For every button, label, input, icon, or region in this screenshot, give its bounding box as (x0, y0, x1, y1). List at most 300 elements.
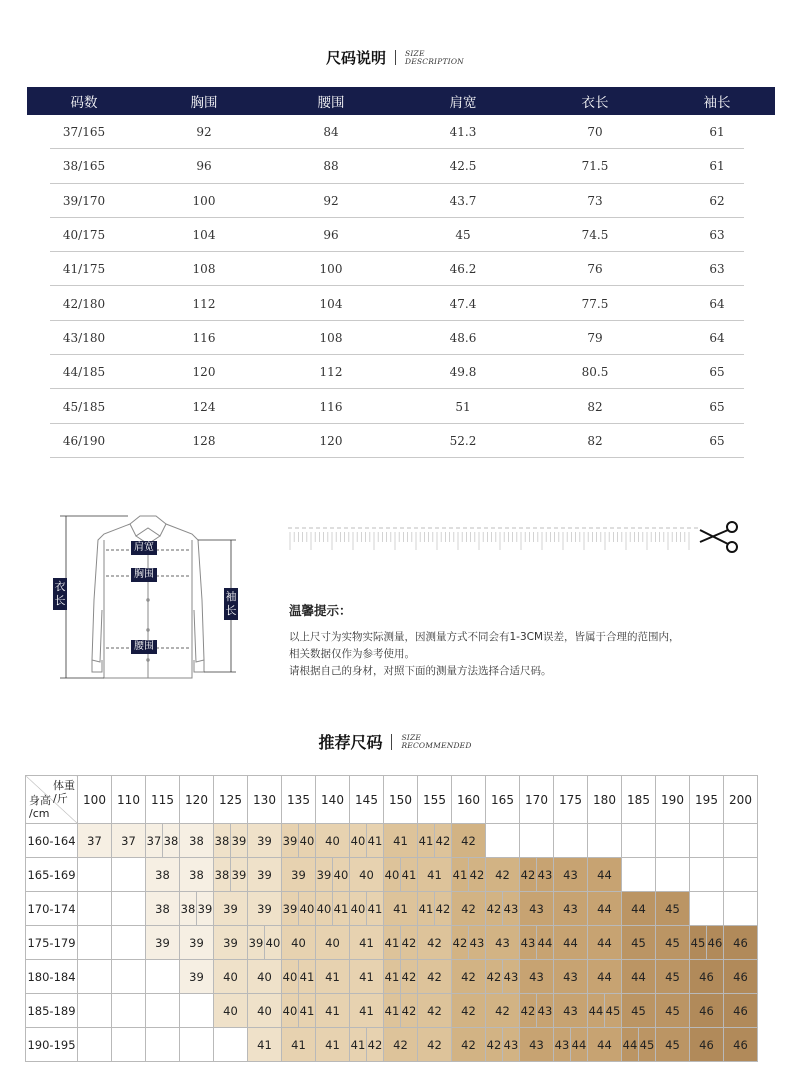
header-size: 码数 (70, 95, 98, 111)
size-cell (520, 994, 554, 1028)
size-value: 40 (298, 892, 315, 925)
size-cell (418, 892, 452, 926)
size-cell: 37 (78, 824, 112, 858)
size-cell (282, 824, 316, 858)
table-cell: 41/175 (62, 262, 106, 277)
split-size-cell (520, 858, 553, 891)
size-cell (316, 892, 350, 926)
size-cell (214, 858, 248, 892)
size-value: 39 (230, 858, 247, 891)
size-table-body (27, 115, 775, 458)
table-row (27, 355, 775, 389)
table-cell: 62 (709, 193, 725, 208)
size-cell (554, 824, 588, 858)
size-cell (384, 994, 418, 1028)
split-size-cell (418, 824, 451, 857)
size-cell: 44 (554, 926, 588, 960)
split-size-cell (486, 960, 519, 993)
split-size-cell (282, 960, 315, 993)
split-size-cell (350, 1028, 383, 1061)
size-value: 40 (332, 858, 349, 891)
size-cell (350, 892, 384, 926)
weight-axis-label: 体重 /斤 (53, 779, 75, 805)
table-cell: 63 (709, 228, 725, 243)
size-cell: 42 (384, 1028, 418, 1062)
table-cell: 70 (587, 125, 603, 140)
table-row (27, 389, 775, 423)
size-cell (520, 824, 554, 858)
split-size-cell (452, 858, 485, 891)
size-cell (554, 1028, 588, 1062)
size-cell: 43 (554, 858, 588, 892)
height-header: 160-164 (26, 824, 78, 858)
size-value: 37 (146, 833, 162, 848)
size-cell: 38 (146, 858, 180, 892)
size-cell (622, 1028, 656, 1062)
size-cell (112, 926, 146, 960)
size-cell: 45 (656, 994, 690, 1028)
table-cell: 37/165 (62, 125, 106, 140)
size-cell: 45 (656, 926, 690, 960)
size-cell (486, 892, 520, 926)
size-value: 41 (298, 994, 315, 1027)
size-cell: 43 (554, 994, 588, 1028)
size-cell (656, 824, 690, 858)
size-cell: 43 (554, 960, 588, 994)
size-cell (384, 858, 418, 892)
split-size-cell (622, 1028, 655, 1061)
split-size-cell (214, 858, 247, 891)
header-waist: 腰围 (317, 95, 345, 111)
size-cell: 45 (656, 892, 690, 926)
size-cell: 41 (316, 960, 350, 994)
table-cell: 71.5 (581, 159, 609, 174)
size-cell: 42 (452, 892, 486, 926)
table-cell: 51 (455, 399, 471, 414)
weight-header: 200 (724, 776, 758, 824)
grid-row (26, 824, 758, 858)
split-size-cell (452, 926, 485, 959)
size-cell (452, 858, 486, 892)
table-cell: 92 (323, 193, 339, 208)
table-cell: 104 (192, 228, 216, 243)
weight-header: 170 (520, 776, 554, 824)
table-cell: 84 (323, 125, 339, 140)
size-cell (112, 994, 146, 1028)
size-cell (146, 824, 180, 858)
size-cell (724, 892, 758, 926)
size-cell (112, 892, 146, 926)
table-cell: 45 (455, 228, 471, 243)
size-cell (112, 960, 146, 994)
size-cell (486, 1028, 520, 1062)
size-value: 43 (536, 858, 553, 891)
table-cell: 63 (709, 262, 725, 277)
weight-header: 135 (282, 776, 316, 824)
size-cell: 46 (690, 1028, 724, 1062)
height-header: 175-179 (26, 926, 78, 960)
size-value: 39 (282, 901, 298, 916)
size-cell: 40 (316, 926, 350, 960)
size-value: 43 (554, 1037, 570, 1052)
size-cell (452, 926, 486, 960)
size-value: 39 (248, 935, 264, 950)
table-cell: 128 (192, 433, 216, 448)
size-cell: 39 (146, 926, 180, 960)
grid-row (26, 1028, 758, 1062)
size-cell: 41 (350, 994, 384, 1028)
size-value: 44 (570, 1028, 587, 1061)
size-cell (656, 858, 690, 892)
size-table (27, 87, 775, 458)
table-cell: 116 (319, 399, 343, 414)
size-value: 41 (418, 901, 434, 916)
size-cell (690, 926, 724, 960)
weight-header: 110 (112, 776, 146, 824)
split-size-cell (316, 892, 349, 925)
size-cell (622, 858, 656, 892)
size-cell: 46 (724, 926, 758, 960)
size-value: 41 (400, 858, 417, 891)
split-size-cell (282, 824, 315, 857)
chest-label: 胸围 (131, 568, 157, 582)
weight-header: 180 (588, 776, 622, 824)
table-cell: 42/180 (62, 296, 106, 311)
size-value: 45 (690, 935, 706, 950)
split-size-cell (588, 994, 621, 1027)
grid-row (26, 892, 758, 926)
size-cell: 40 (248, 960, 282, 994)
size-cell: 42 (486, 858, 520, 892)
table-row (27, 286, 775, 320)
tips-block (289, 601, 749, 680)
table-cell: 61 (709, 159, 725, 174)
size-value: 42 (400, 994, 417, 1027)
size-cell: 45 (656, 960, 690, 994)
table-cell: 120 (192, 365, 216, 380)
table-cell: 79 (587, 330, 603, 345)
table-cell: 77.5 (581, 296, 609, 311)
split-size-cell (418, 892, 451, 925)
size-cell (350, 1028, 384, 1062)
size-value: 43 (468, 926, 485, 959)
size-cell: 44 (588, 892, 622, 926)
split-size-cell (180, 892, 213, 925)
title-divider (391, 734, 392, 750)
recommend-title-cn: 推荐尺码 (318, 733, 383, 752)
title-divider (395, 50, 396, 65)
size-value: 42 (520, 1003, 536, 1018)
size-cell: 46 (690, 960, 724, 994)
size-cell (690, 892, 724, 926)
size-value: 41 (332, 892, 349, 925)
size-value: 42 (366, 1028, 383, 1061)
size-value: 39 (316, 867, 332, 882)
size-cell: 40 (350, 858, 384, 892)
size-cell (146, 960, 180, 994)
split-size-cell (384, 858, 417, 891)
size-cell (112, 1028, 146, 1062)
size-cell (724, 858, 758, 892)
split-size-cell (350, 824, 383, 857)
table-cell: 112 (192, 296, 216, 311)
size-cell: 45 (622, 926, 656, 960)
size-value: 44 (536, 926, 553, 959)
table-cell: 46.2 (449, 262, 477, 277)
table-cell: 38/165 (62, 159, 106, 174)
table-cell: 120 (319, 433, 343, 448)
size-value: 42 (486, 901, 502, 916)
size-cell (486, 960, 520, 994)
table-cell: 42.5 (449, 159, 477, 174)
height-header: 190-195 (26, 1028, 78, 1062)
size-cell (384, 926, 418, 960)
header-sleeve: 袖长 (703, 95, 731, 111)
size-cell: 38 (180, 858, 214, 892)
table-cell: 108 (319, 330, 343, 345)
size-value: 42 (400, 960, 417, 993)
size-cell: 44 (622, 892, 656, 926)
size-value: 38 (214, 833, 230, 848)
size-cell: 41 (418, 858, 452, 892)
split-size-cell (282, 994, 315, 1027)
size-cell (282, 892, 316, 926)
size-value: 44 (622, 1037, 638, 1052)
tips-line-2: 相关数据仅作为参考使用。 (289, 648, 415, 660)
size-value: 42 (520, 867, 536, 882)
weight-header: 190 (656, 776, 690, 824)
table-row (27, 115, 775, 149)
size-cell: 44 (588, 926, 622, 960)
height-header: 170-174 (26, 892, 78, 926)
size-cell: 43 (486, 926, 520, 960)
table-cell: 96 (196, 159, 212, 174)
size-value: 42 (434, 824, 451, 857)
weight-header: 120 (180, 776, 214, 824)
size-cell (486, 824, 520, 858)
table-row (27, 424, 775, 458)
weight-header: 160 (452, 776, 486, 824)
size-value: 42 (434, 892, 451, 925)
table-cell: 47.4 (449, 296, 477, 311)
weight-header: 195 (690, 776, 724, 824)
size-cell (214, 1028, 248, 1062)
size-cell (180, 1028, 214, 1062)
sleeve-label: 袖 长 (224, 588, 238, 620)
size-cell (418, 824, 452, 858)
table-cell: 61 (709, 125, 725, 140)
size-cell (146, 994, 180, 1028)
size-cell: 41 (350, 960, 384, 994)
size-cell: 43 (520, 892, 554, 926)
size-cell: 43 (554, 892, 588, 926)
size-value: 39 (282, 833, 298, 848)
size-table-header (27, 87, 775, 115)
size-value: 40 (316, 901, 332, 916)
table-row (27, 252, 775, 286)
shoulder-label: 肩宽 (131, 541, 157, 555)
size-cell: 41 (350, 926, 384, 960)
size-value: 43 (536, 994, 553, 1027)
size-value: 44 (588, 1003, 604, 1018)
size-cell: 44 (588, 858, 622, 892)
table-cell: 100 (319, 262, 343, 277)
table-cell: 65 (709, 365, 725, 380)
size-value: 41 (418, 833, 434, 848)
table-row (27, 184, 775, 218)
table-cell: 116 (192, 330, 216, 345)
shirt-measurement-diagram (48, 510, 248, 685)
table-cell: 45/185 (62, 399, 106, 414)
measuring-tape-graphic (288, 520, 748, 556)
size-cell: 39 (248, 892, 282, 926)
table-row (27, 218, 775, 252)
size-value: 43 (502, 960, 519, 993)
size-cell: 46 (724, 960, 758, 994)
table-cell: 48.6 (449, 330, 477, 345)
table-cell: 43/180 (62, 330, 106, 345)
size-value: 38 (180, 901, 196, 916)
size-cell (282, 994, 316, 1028)
table-cell: 49.8 (449, 365, 477, 380)
weight-header: 145 (350, 776, 384, 824)
weight-header: 140 (316, 776, 350, 824)
size-cell: 41 (384, 824, 418, 858)
table-cell: 108 (192, 262, 216, 277)
size-value: 38 (214, 867, 230, 882)
size-cell: 41 (316, 1028, 350, 1062)
length-label: 衣 长 (53, 578, 67, 610)
table-cell: 80.5 (581, 365, 609, 380)
grid-header-row (26, 776, 758, 824)
size-cell (316, 858, 350, 892)
split-size-cell (248, 926, 281, 959)
size-value: 42 (486, 969, 502, 984)
size-value: 41 (298, 960, 315, 993)
size-cell: 42 (486, 994, 520, 1028)
size-cell: 43 (520, 1028, 554, 1062)
size-cell (78, 960, 112, 994)
size-cell: 37 (112, 824, 146, 858)
table-cell: 104 (319, 296, 343, 311)
size-cell: 43 (520, 960, 554, 994)
table-cell: 82 (587, 399, 603, 414)
size-cell (282, 960, 316, 994)
table-cell: 112 (319, 365, 343, 380)
table-cell: 88 (323, 159, 339, 174)
size-cell: 39 (180, 960, 214, 994)
split-size-cell (282, 892, 315, 925)
size-cell: 39 (248, 824, 282, 858)
header-shoulder: 肩宽 (449, 95, 477, 111)
size-recommendation-grid (25, 775, 758, 1062)
size-cell: 42 (452, 824, 486, 858)
size-cell: 40 (316, 824, 350, 858)
size-cell (588, 824, 622, 858)
size-cell (112, 858, 146, 892)
size-value: 43 (502, 892, 519, 925)
size-value: 42 (486, 1037, 502, 1052)
size-value: 40 (350, 901, 366, 916)
height-header: 180-184 (26, 960, 78, 994)
size-value: 42 (468, 858, 485, 891)
height-axis-label: 身高 /cm (29, 794, 51, 820)
size-cell: 38 (146, 892, 180, 926)
size-title-cn: 尺码说明 (326, 49, 387, 67)
size-value: 41 (384, 969, 400, 984)
size-cell (350, 824, 384, 858)
size-cell (214, 824, 248, 858)
table-row (27, 321, 775, 355)
table-cell: 82 (587, 433, 603, 448)
size-value: 42 (452, 935, 468, 950)
table-cell: 92 (196, 125, 212, 140)
table-cell: 64 (709, 330, 725, 345)
size-value: 40 (264, 926, 281, 959)
grid-row (26, 994, 758, 1028)
size-value: 42 (400, 926, 417, 959)
split-size-cell (486, 1028, 519, 1061)
size-description-title (0, 47, 790, 68)
size-value: 40 (298, 824, 315, 857)
size-value: 40 (282, 969, 298, 984)
size-value: 45 (604, 994, 621, 1027)
tape-and-scissors-icon (288, 520, 748, 556)
size-value: 41 (350, 1037, 366, 1052)
table-cell: 74.5 (581, 228, 609, 243)
size-cell: 42 (418, 994, 452, 1028)
size-cell: 42 (452, 994, 486, 1028)
size-cell: 45 (656, 1028, 690, 1062)
table-cell: 39/170 (62, 193, 106, 208)
size-cell: 39 (180, 926, 214, 960)
size-cell: 46 (724, 994, 758, 1028)
size-value: 41 (384, 1003, 400, 1018)
grid-corner-cell (26, 776, 78, 824)
size-cell: 46 (690, 994, 724, 1028)
tips-line-3: 请根据自己的身材，对照下面的测量方法选择合适尺码。 (289, 665, 552, 677)
table-cell: 96 (323, 228, 339, 243)
size-cell: 39 (248, 858, 282, 892)
size-cell (520, 858, 554, 892)
size-cell (690, 824, 724, 858)
table-cell: 43.7 (449, 193, 477, 208)
size-recommended-title (0, 730, 790, 753)
size-value: 41 (366, 892, 383, 925)
table-cell: 52.2 (449, 433, 477, 448)
table-cell: 65 (709, 433, 725, 448)
weight-header: 185 (622, 776, 656, 824)
split-size-cell (384, 960, 417, 993)
split-size-cell (384, 926, 417, 959)
size-cell (78, 858, 112, 892)
grid-row (26, 926, 758, 960)
size-cell: 42 (418, 960, 452, 994)
height-header: 185-189 (26, 994, 78, 1028)
split-size-cell (214, 824, 247, 857)
table-cell: 40/175 (62, 228, 106, 243)
size-cell (520, 926, 554, 960)
shirt-outline-icon (48, 510, 248, 685)
grid-row (26, 960, 758, 994)
weight-header: 115 (146, 776, 180, 824)
size-value: 39 (230, 824, 247, 857)
size-cell (724, 824, 758, 858)
size-cell (588, 994, 622, 1028)
size-value: 40 (282, 1003, 298, 1018)
size-cell (690, 858, 724, 892)
size-cell: 44 (588, 1028, 622, 1062)
